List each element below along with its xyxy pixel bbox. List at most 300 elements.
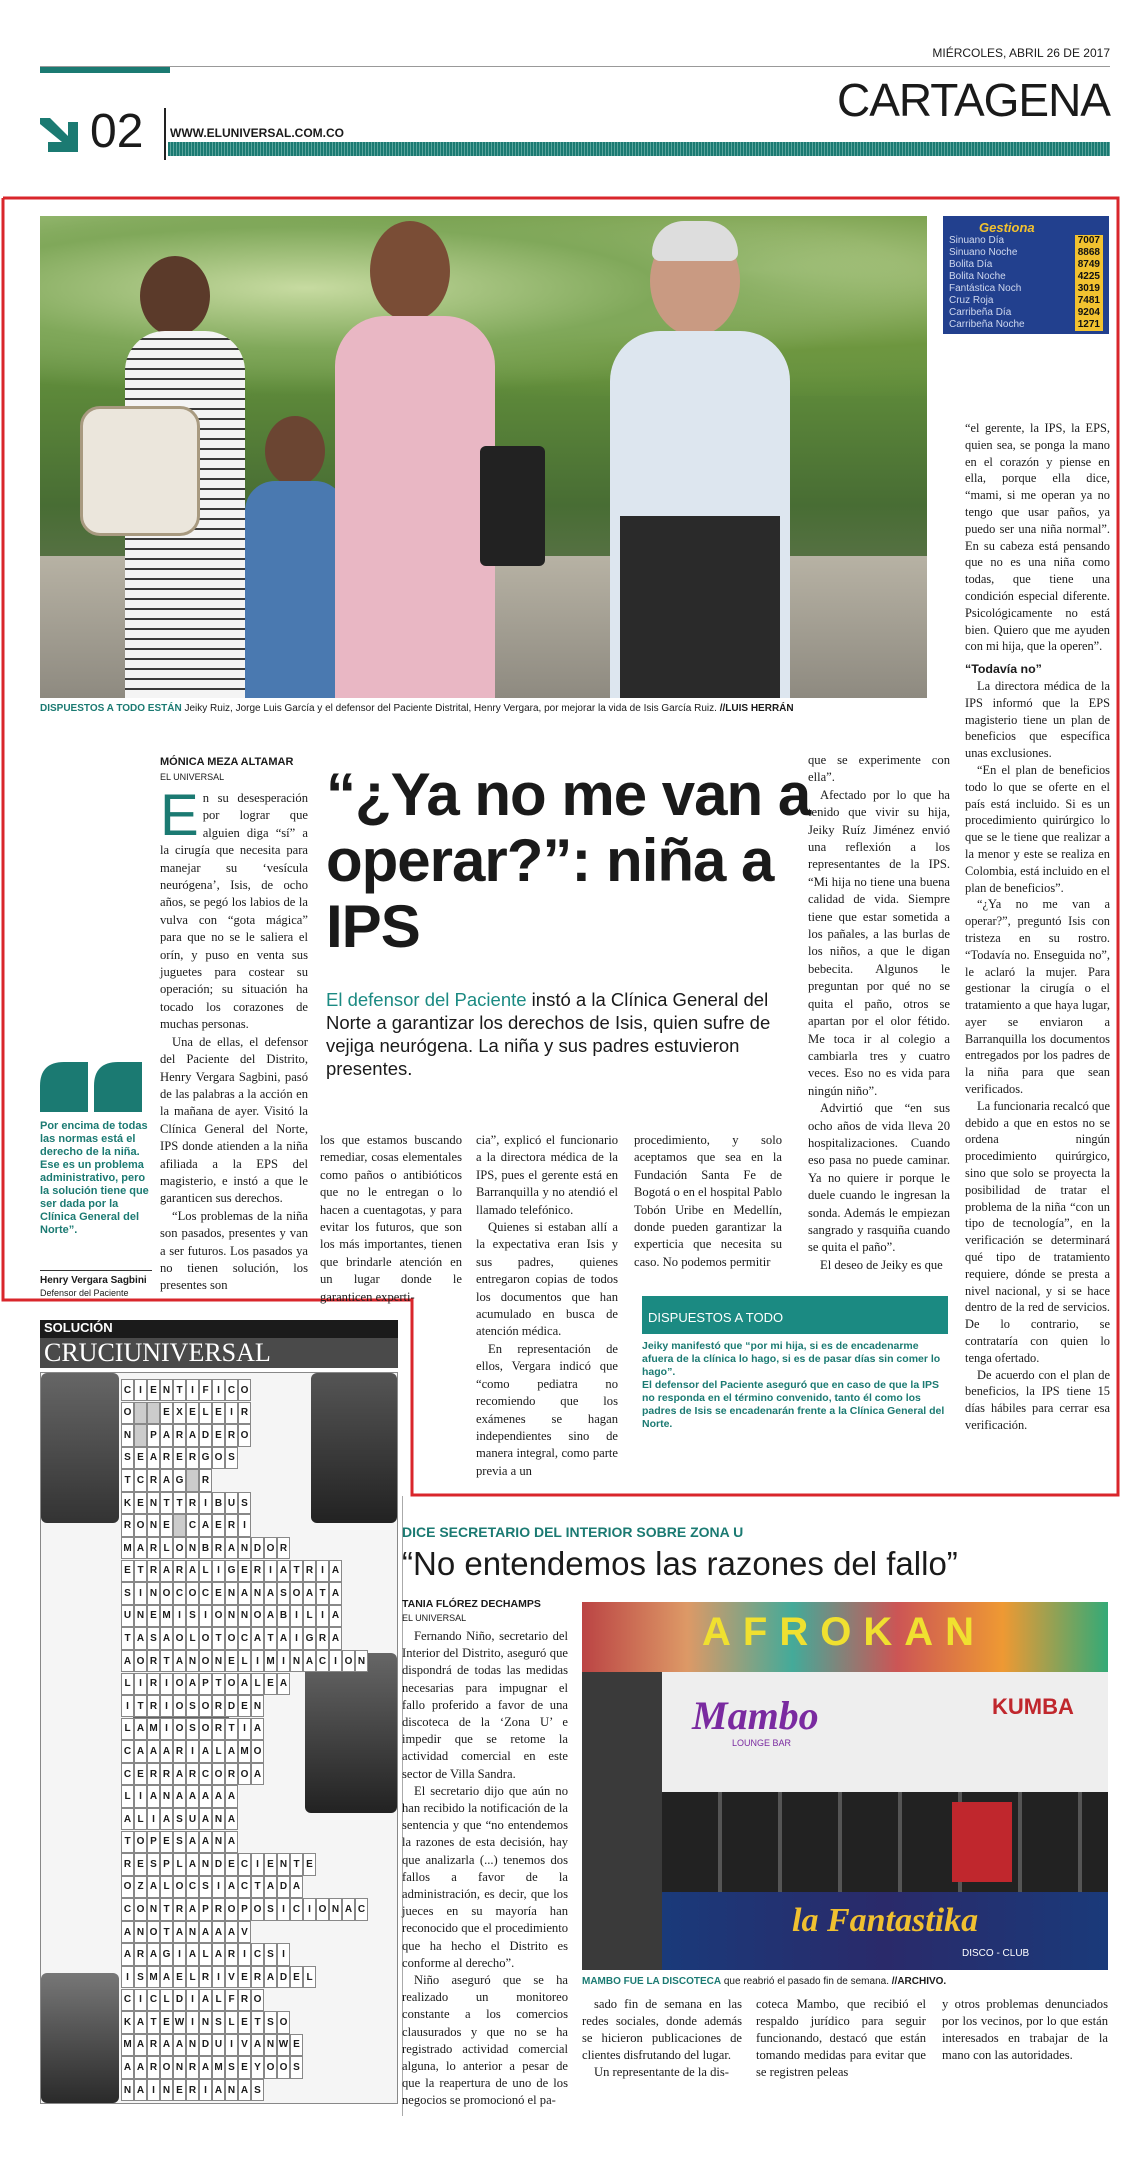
crossword-row — [121, 1627, 340, 1649]
crossword-cell: D — [199, 1424, 212, 1446]
crossword-cell: T — [251, 1876, 264, 1898]
crossword-cell: M — [160, 1605, 173, 1627]
crossword-cell: A — [147, 1447, 160, 1469]
crossword-cell: M — [238, 1740, 251, 1762]
crossword-cell: A — [160, 2034, 173, 2056]
crossword-row — [121, 1695, 307, 1717]
crossword-row — [121, 1447, 307, 1469]
crossword-cell: A — [160, 1560, 173, 1582]
lottery-brand: Gestiona — [979, 220, 1035, 235]
crossword-portrait-5 — [41, 1973, 119, 2103]
crossword-cell: O — [238, 1763, 251, 1785]
col6-p4: “¿Ya no me van a operar?”, preguntó Isis con tristeza en su rostro. “Todavía no. Enseguida no”, le aclaró la mujer. Para gestionar la cirugía o el tratamiento a que haya lugar, ayer se enviaron a Barranquilla los documentos entregados por los padres de la niña para que sean verificados. — [965, 897, 1110, 1097]
website-link[interactable]: WWW.ELUNIVERSAL.COM.CO — [170, 126, 344, 140]
crossword-cell: B — [212, 1492, 225, 1514]
crossword-cell: I — [290, 1605, 303, 1627]
crossword-cell: L — [186, 1627, 199, 1649]
col3-p3: En representación de ellos, Vergara indicó que “como pediatra no recomiendo que los exámenes se hagan independientes sino de manera integral, como parte previa a un — [476, 1341, 618, 1478]
col6-p3: “En el plan de beneficios todo lo que se oferte en el país está incluido. Si es un procedimiento quirúrgico lo que se le tiene que realizar a la menor y este se realiza en Colombia, está incluido en el plan de beneficios”. — [965, 762, 1110, 895]
crossword-cell: O — [251, 1740, 264, 1762]
crossword-cell: M — [147, 1966, 160, 1988]
crossword-board — [40, 1372, 398, 2104]
crossword-cell: U — [225, 1492, 238, 1514]
crossword-cell: R — [160, 1447, 173, 1469]
crossword-cell: N — [225, 1605, 238, 1627]
crossword-cell: S — [290, 2056, 303, 2078]
crossword-cell: R — [225, 1514, 238, 1536]
crossword-cell: A — [277, 1627, 290, 1649]
crossword-cell: L — [121, 1718, 134, 1740]
crossword-cell: R — [173, 1560, 186, 1582]
crossword-cell: N — [225, 2079, 238, 2101]
lottery-row — [949, 319, 1103, 331]
crossword-cell: V — [238, 2034, 251, 2056]
crossword-cell: R — [212, 1537, 225, 1559]
crossword-cell: R — [277, 1537, 290, 1559]
second-col-3: coteca Mambo, que recibió el respaldo jurídico para seguir funcionando, destacó que están tomando medidas para evitar que se registren peleas — [756, 1997, 926, 2079]
crossword-cell: O — [160, 2056, 173, 2078]
crossword-cell: I — [147, 2079, 160, 2101]
crossword-cell: D — [212, 1853, 225, 1875]
crossword-row — [121, 1673, 307, 1695]
crossword-cell: O — [264, 1537, 277, 1559]
crossword-cell: C — [290, 1898, 303, 1920]
crossword-cell: A — [147, 1785, 160, 1807]
lottery-name: Bolita Día — [949, 259, 993, 270]
black-bag — [480, 446, 545, 566]
crossword-cell: A — [186, 1831, 199, 1853]
crossword-grid — [121, 1379, 366, 2102]
crossword-cell: L — [199, 1560, 212, 1582]
crossword-cell: A — [329, 1560, 342, 1582]
crossword-cell: R — [225, 1943, 238, 1965]
crossword-cell: O — [277, 2056, 290, 2078]
crossword-row — [121, 1943, 307, 1965]
crossword-cell: R — [147, 1537, 160, 1559]
crossword-cell: A — [173, 1763, 186, 1785]
crossword-cell: R — [186, 2079, 199, 2101]
crossword-cell: U — [212, 2034, 225, 2056]
crossword-cell: C — [238, 1853, 251, 1875]
crossword-cell: C — [316, 1650, 329, 1672]
crossword-cell: R — [147, 2034, 160, 2056]
crossword-row — [121, 1492, 307, 1514]
sign-top: AFROKAN — [702, 1610, 986, 1654]
crossword-cell: E — [212, 1424, 225, 1446]
crossword-cell: R — [251, 1560, 264, 1582]
crossword-cell: N — [251, 1695, 264, 1717]
crossword-cell: I — [238, 1514, 251, 1536]
crossword-cell: R — [303, 1560, 316, 1582]
crossword-cell: Y — [251, 2056, 264, 2078]
second-col1-p2: El secretario dijo que aún no han recibido la notificación de la sentencia y que “no entendemos la razones de esta decisión, hay que analizarla (...) tenemos dos fallos a favor de la administración, es decir, que los jueces en su mayoría han reconocido que el procedimiento que ha hecho el Distrito es conforme al derecho”. — [402, 1783, 568, 1970]
box-body — [642, 1340, 948, 1431]
crossword-cell: A — [225, 1537, 238, 1559]
lottery-number: 8749 — [1075, 259, 1103, 271]
crossword-cell: I — [160, 1718, 173, 1740]
crossword-cell: R — [212, 1898, 225, 1920]
crossword-cell: O — [173, 1876, 186, 1898]
lottery-name: Carribeña Noche — [949, 319, 1025, 330]
crossword-cell: R — [173, 1898, 186, 1920]
lottery-row — [949, 235, 1103, 247]
lottery-name: Carribeña Día — [949, 307, 1012, 318]
lottery-list — [949, 235, 1103, 331]
second-caption-text: que reabrió el pasado fin de semana. — [723, 1976, 889, 1987]
crossword-cell: A — [121, 1921, 134, 1943]
crossword-cell: S — [225, 1447, 238, 1469]
main-col-1 — [160, 783, 308, 1295]
crossword-cell: R — [121, 1514, 134, 1536]
crossword-cell: I — [186, 1740, 199, 1762]
lottery-row — [949, 259, 1103, 271]
second-col1-p3: Niño aseguró que se ha realizado un monitoreo constante a los comercios clausurados y que no se ha registrado actividad comercial alguna, lo anterior a pesar de que la reapertura de uno de los negocios se promocionó el pa- — [402, 1973, 568, 2108]
crossword-cell: N — [173, 2056, 186, 2078]
crossword-cell: R — [199, 1469, 212, 1491]
crossword-cell: L — [225, 2011, 238, 2033]
crossword-cell: N — [290, 1650, 303, 1672]
crossword-cell: N — [238, 1605, 251, 1627]
col1-p2: Una de ellas, el defensor del Paciente del Distrito, Henry Vergara Sagbini, pasó de las palabras a la acción en la mañana de ayer. Visitó la Clínica General del Norte, IPS donde atienden a la niña afiliada a la EPS del magisterio, e instó a que le garanticen sus derechos. — [160, 1034, 308, 1206]
crossword-cell: O — [186, 1582, 199, 1604]
crossword-cell: A — [186, 1785, 199, 1807]
crossword-cell: E — [238, 2011, 251, 2033]
crossword-cell: S — [173, 1831, 186, 1853]
crossword-cell: N — [186, 1921, 199, 1943]
crossword-cell: L — [121, 1785, 134, 1807]
crossword-cell: E — [186, 1402, 199, 1424]
crossword-cell: E — [225, 1650, 238, 1672]
crossword-cell: E — [173, 1966, 186, 1988]
crossword-cell: N — [134, 1605, 147, 1627]
crossword-cell: S — [121, 1582, 134, 1604]
crossword-row — [121, 1560, 340, 1582]
crossword-cell — [134, 1424, 147, 1446]
crossword-cell: T — [264, 1627, 277, 1649]
girl-body — [245, 481, 345, 698]
crossword-cell: R — [147, 1469, 160, 1491]
crossword-cell: W — [277, 2034, 290, 2056]
crossword-cell: L — [199, 1402, 212, 1424]
crossword-cell: T — [225, 1718, 238, 1740]
crossword-cell: A — [238, 2079, 251, 2101]
crossword-cell: G — [173, 1469, 186, 1491]
lottery-row — [949, 307, 1103, 319]
crossword-cell: S — [121, 1447, 134, 1469]
drop-cap: E — [160, 783, 199, 848]
crossword-cell: E — [134, 1763, 147, 1785]
crossword-cell: L — [251, 1673, 264, 1695]
crossword-row — [121, 1424, 307, 1446]
crossword-cell: C — [199, 1582, 212, 1604]
crossword-cell: O — [342, 1650, 355, 1672]
crossword-cell: U — [121, 1605, 134, 1627]
crossword-cell: I — [121, 1966, 134, 1988]
crossword-row — [121, 1831, 307, 1853]
crossword-cell: O — [264, 2056, 277, 2078]
crossword-label: SOLUCIÓN — [40, 1320, 398, 1338]
crossword-cell: L — [303, 1966, 316, 1988]
lottery-row — [949, 271, 1103, 283]
crossword-cell: E — [238, 1695, 251, 1717]
crossword-cell: E — [160, 1402, 173, 1424]
crossword-cell: D — [277, 1966, 290, 1988]
crossword-cell: R — [147, 1560, 160, 1582]
crossword-cell — [173, 1514, 186, 1536]
crossword-cell: I — [160, 1695, 173, 1717]
crossword-cell: S — [199, 1876, 212, 1898]
crossword-cell: O — [290, 1582, 303, 1604]
crossword-cell: E — [173, 1447, 186, 1469]
crossword-cell: E — [264, 1673, 277, 1695]
crossword-cell: R — [160, 1763, 173, 1785]
second-photo-credit: //ARCHIVO. — [891, 1976, 947, 1987]
crossword-cell: R — [134, 1943, 147, 1965]
crossword-cell: O — [225, 1898, 238, 1920]
crossword-cell: R — [186, 1492, 199, 1514]
crossword-cell: A — [303, 1650, 316, 1672]
crossword-cell: M — [264, 1650, 277, 1672]
col3-p1: cia”, explicó el funcionario a la directora médica de la IPS, pues el gerente está en Barranquilla y no atendió el llamado telefónico. — [476, 1133, 618, 1217]
col6-p5: La funcionaria recalcó que debido a que en estos no se ordena ningún procedimiento quirúrgico, sino que solo se proyecta la posibilidad de tratar el problema de la niña “con un tipo de tecnología”, en la verificación se determinará qué tipo de tratamiento requiere, dónde se presta a nivel nacional, y si se hace dentro de la red de servicios. De lo contrario, se contrataría con quien lo tenga ofertado. — [965, 1098, 1110, 1365]
crossword-cell: E — [134, 1853, 147, 1875]
second-col2-p2: Un representante de la dis- — [594, 2065, 729, 2079]
crossword-cell: I — [316, 1605, 329, 1627]
crossword-cell: D — [199, 2034, 212, 2056]
crossword-cell: S — [134, 1966, 147, 1988]
col5-p3: Advirtió que “en sus ocho años de vida lleva 20 hospitalizaciones. Cuando eso pasa no puede caminar. Ya no quiere ir porque le duele cuando le ingresan la sonda. Además le empiezan sangrado y rasquiña cuando se quita el paño”. — [808, 1101, 950, 1255]
crossword-cell: E — [160, 1831, 173, 1853]
crossword-cell: R — [238, 1402, 251, 1424]
crossword-row — [121, 1966, 313, 1988]
crossword-row — [121, 1379, 307, 1401]
crossword-cell: T — [173, 1492, 186, 1514]
crossword-cell: A — [121, 1808, 134, 1830]
crossword-cell: R — [186, 2056, 199, 2078]
crossword-cell: R — [121, 1853, 134, 1875]
crossword-cell: R — [238, 1989, 251, 2011]
crossword-cell: I — [238, 1943, 251, 1965]
crossword-cell: A — [173, 1785, 186, 1807]
crossword-cell: O — [121, 1876, 134, 1898]
crossword-cell: O — [212, 1447, 225, 1469]
crossword-cell: O — [134, 1898, 147, 1920]
crossword-cell: E — [160, 2011, 173, 2033]
crossword-cell: I — [212, 1876, 225, 1898]
crossword-portrait-1 — [41, 1373, 119, 1523]
col1-p3: “Los problemas de la niña son pasados, presentes y van a ser futuros. Los pasados ya no tienen solución, los presentes son — [160, 1208, 308, 1293]
quote-rule — [40, 1270, 152, 1271]
crossword-cell: A — [186, 1853, 199, 1875]
crossword-cell: S — [147, 1853, 160, 1875]
crossword-cell: A — [212, 1785, 225, 1807]
crossword-cell: O — [173, 1537, 186, 1559]
crossword-cell: E — [212, 1402, 225, 1424]
second-caption-lead: MAMBO FUE LA DISCOTECA — [582, 1976, 722, 1987]
crossword-cell: I — [186, 1379, 199, 1401]
crossword-cell: M — [212, 2056, 225, 2078]
crossword-cell: A — [147, 1740, 160, 1762]
crossword-cell: E — [290, 1966, 303, 1988]
crossword-cell: I — [186, 2011, 199, 2033]
lottery-box — [943, 216, 1109, 334]
crossword-cell: A — [160, 1966, 173, 1988]
crossword-cell: O — [225, 1673, 238, 1695]
crossword-cell: A — [173, 1921, 186, 1943]
crossword-cell: P — [160, 1853, 173, 1875]
crossword-cell: I — [173, 1605, 186, 1627]
crossword-cell: S — [251, 2079, 264, 2101]
crossword-cell: E — [225, 1853, 238, 1875]
col1-p1: n su desesperación por lograr que alguien diga “sí” a la cirugía que necesita para manejar su ‘vesícula neurógena’, Isis, de ocho años, se pegó los labios de la vulva con “gota mágica” para que no se le saliera el orín, y puso en venta sus juguetes para costear su operación; su situación ha tocado los corazones de muchas personas. — [160, 791, 308, 1032]
crossword-cell: A — [212, 1921, 225, 1943]
crossword-cell: I — [173, 1943, 186, 1965]
crossword-cell: I — [238, 1718, 251, 1740]
crossword-cell: T — [121, 1469, 134, 1491]
crossword-cell: C — [238, 1876, 251, 1898]
crossword-cell: A — [134, 1740, 147, 1762]
crossword-cell: A — [160, 1808, 173, 1830]
crossword-cell: E — [147, 1605, 160, 1627]
dek-text: instó a la Clínica General del Norte a garantizar los derechos de Isis, quien sufre de vejiga neurógena. La niña y sus padres estuvieron presentes. — [326, 989, 771, 1079]
crossword-cell: I — [186, 1989, 199, 2011]
crossword-cell: I — [277, 1650, 290, 1672]
lottery-name: Bolita Noche — [949, 271, 1006, 282]
crossword-cell: M — [121, 2034, 134, 2056]
crossword-cell: T — [134, 1560, 147, 1582]
crossword-row — [121, 1718, 307, 1740]
crossword-cell: O — [238, 1379, 251, 1401]
crossword-cell: A — [329, 1627, 342, 1649]
crossword-cell: C — [147, 1989, 160, 2011]
dek-highlight: El defensor del Paciente — [326, 989, 527, 1010]
crossword-cell: A — [173, 1650, 186, 1672]
crossword-cell: I — [212, 1966, 225, 1988]
crossword-cell: C — [251, 1943, 264, 1965]
crossword-cell: L — [186, 1966, 199, 1988]
crossword-cell: A — [251, 2034, 264, 2056]
main-col-6 — [965, 420, 1110, 1434]
crossword-cell: E — [264, 1853, 277, 1875]
main-col-5 — [808, 752, 950, 1274]
crossword-cell: A — [160, 1740, 173, 1762]
crossword-cell: A — [212, 1943, 225, 1965]
crossword-cell: O — [121, 1402, 134, 1424]
crossword-cell: M — [121, 1537, 134, 1559]
crossword-cell: T — [147, 2011, 160, 2033]
lottery-number: 7007 — [1075, 235, 1103, 247]
lottery-number: 3019 — [1075, 283, 1103, 295]
crossword-cell: K — [121, 2011, 134, 2033]
crossword-cell: C — [121, 1763, 134, 1785]
crossword-cell: A — [225, 1785, 238, 1807]
crossword-cell: R — [173, 1424, 186, 1446]
crossword-cell: O — [134, 1650, 147, 1672]
crossword-cell: C — [134, 1469, 147, 1491]
crossword-cell: T — [316, 1582, 329, 1604]
crossword-cell: A — [264, 1605, 277, 1627]
crossword-cell: E — [290, 2034, 303, 2056]
defender-hair — [652, 221, 738, 261]
crossword-cell: C — [355, 1898, 368, 1920]
pull-quote: Por encima de todas las normas está el derecho de la niña. Ese es un problema administrativo, pero la solución tiene que ser dada por la Clínica General del Norte”. — [40, 1120, 149, 1236]
byline: MÓNICA MEZA ALTAMAR — [160, 756, 294, 768]
sign-lounge: LOUNGE BAR — [732, 1738, 792, 1748]
crossword-cell: I — [121, 1695, 134, 1717]
col5-p4: El deseo de Jeiky es que — [820, 1257, 943, 1272]
crossword-cell: E — [147, 1379, 160, 1401]
defender-trousers — [620, 516, 780, 698]
crossword-cell: E — [212, 1582, 225, 1604]
crossword-cell: O — [225, 1627, 238, 1649]
crossword-cell: A — [225, 1808, 238, 1830]
crossword-cell: L — [199, 1943, 212, 1965]
crossword-cell: I — [199, 1605, 212, 1627]
lottery-name: Cruz Roja — [949, 295, 994, 306]
woman-head — [140, 256, 210, 336]
crossword-cell: A — [121, 1650, 134, 1672]
crossword-cell: A — [160, 1424, 173, 1446]
crossword-cell: X — [173, 1402, 186, 1424]
crossword-cell: O — [199, 1718, 212, 1740]
crossword-cell: A — [251, 1627, 264, 1649]
crossword-panel — [40, 1320, 398, 2104]
crossword-row — [121, 1740, 307, 1762]
crossword-cell: I — [251, 1650, 264, 1672]
col5-p2: Afectado por lo que ha tenido que vivir su hija, Jeiky Ruíz Jiménez envió una reflexión a los representantes de la IPS. “Mi hija no tiene una buena calidad de vida. Siempre tiene que estar sometida a los pañales, a las burlas de los niños, a que le digan bebecita. Algunos le preguntan por qué no se quita el paño, otros se apartan por el olor fétido. Me toca ir al colegio a cambiarla tres y cuatro veces. Eso no es vida para ningún niño”. — [808, 787, 950, 1098]
crossword-cell: I — [212, 1560, 225, 1582]
quote-marks-icon — [40, 1062, 144, 1112]
byline-outlet: EL UNIVERSAL — [160, 772, 225, 782]
sign-mambo: Mambo — [692, 1693, 819, 1738]
crossword-cell: N — [238, 1537, 251, 1559]
crossword-cell: A — [199, 1921, 212, 1943]
crossword-cell: L — [160, 1876, 173, 1898]
crossword-cell: I — [212, 1379, 225, 1401]
crossword-cell: N — [186, 2034, 199, 2056]
crossword-cell: A — [186, 1943, 199, 1965]
crossword-cell: R — [147, 1763, 160, 1785]
crossword-cell: N — [121, 1424, 134, 1446]
crossword-cell: A — [225, 1831, 238, 1853]
second-col-1 — [402, 1628, 568, 2110]
crossword-cell: L — [238, 1650, 251, 1672]
sign-disco: DISCO - CLUB — [962, 1948, 1030, 1959]
crossword-cell — [134, 1402, 147, 1424]
crossword-cell: R — [186, 1447, 199, 1469]
crossword-cell: P — [238, 1898, 251, 1920]
issue-date: MIÉRCOLES, ABRIL 26 DE 2017 — [932, 46, 1110, 60]
crossword-cell: A — [277, 1560, 290, 1582]
crossword-cell — [147, 1402, 160, 1424]
crossword-cell: I — [290, 1627, 303, 1649]
crossword-cell: N — [147, 1582, 160, 1604]
crossword-cell: R — [316, 1627, 329, 1649]
crossword-cell: D — [251, 1537, 264, 1559]
crossword-cell: A — [199, 1989, 212, 2011]
crossword-cell: S — [225, 2056, 238, 2078]
crossword-cell: W — [173, 2011, 186, 2033]
crossword-cell: L — [303, 1605, 316, 1627]
discoteca-photo — [582, 1602, 1108, 1970]
main-photo-caption — [40, 703, 927, 714]
crossword-cell: E — [121, 1560, 134, 1582]
second-col-2 — [582, 1996, 742, 2081]
crossword-cell: A — [186, 1424, 199, 1446]
crossword-cell: O — [277, 2011, 290, 2033]
crossword-cell: R — [199, 1966, 212, 1988]
crossword-cell: R — [147, 1650, 160, 1672]
